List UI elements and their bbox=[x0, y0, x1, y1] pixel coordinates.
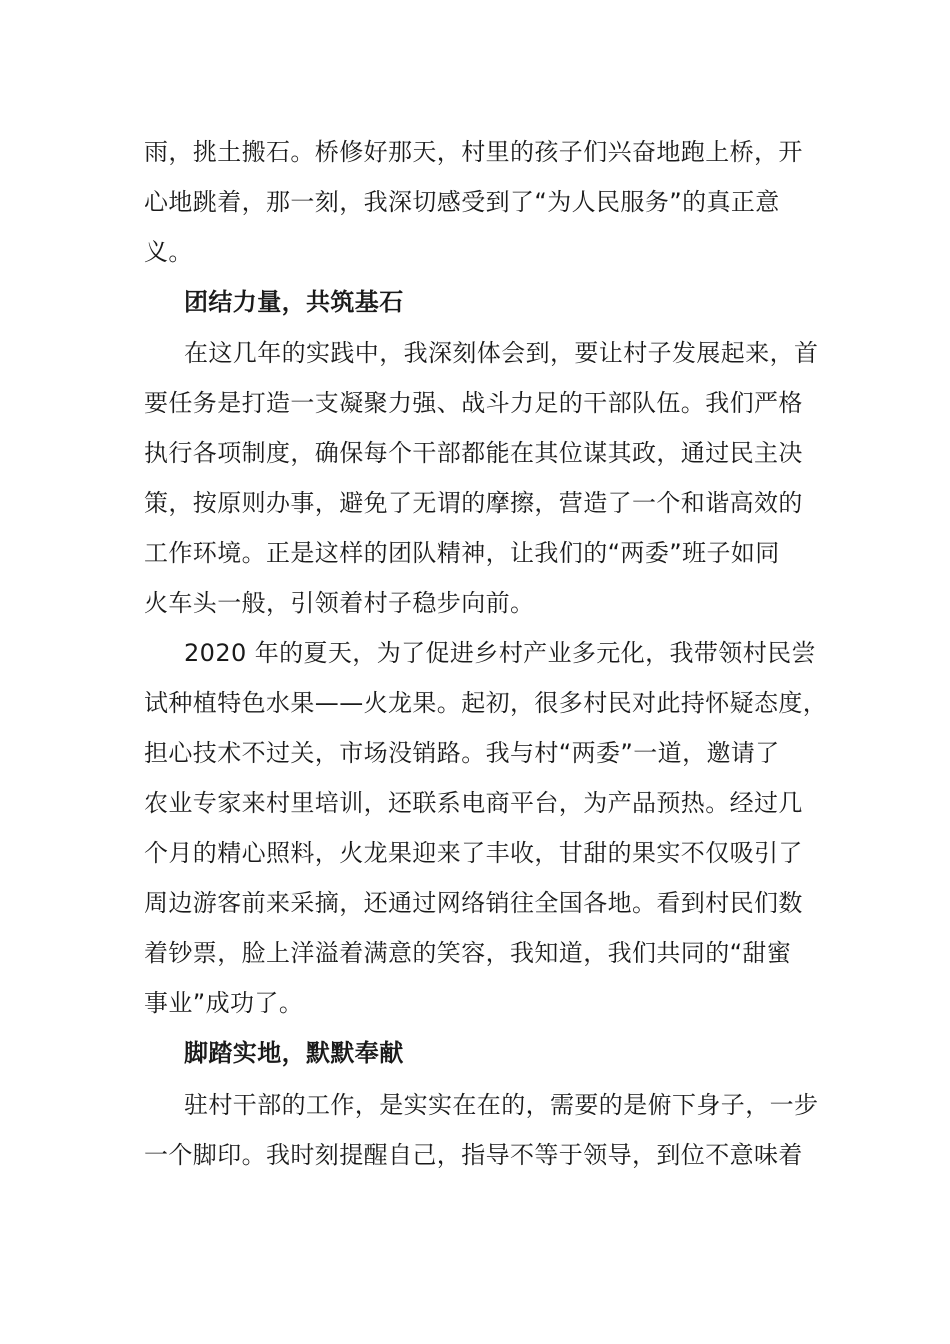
paragraph-3-line-3: 担心技术不过关，市场没销路。我与村“两委”一道，邀请了 bbox=[144, 739, 780, 767]
paragraph-2-line-3: 执行各项制度，确保每个干部都能在其位谋其政，通过民主决 bbox=[144, 439, 803, 467]
paragraph-3-line-5: 个月的精心照料，火龙果迎来了丰收，甘甜的果实不仅吸引了 bbox=[144, 839, 803, 867]
paragraph-4-line-2: 一个脚印。我时刻提醒自己，指导不等于领导，到位不意味着 bbox=[144, 1141, 803, 1169]
paragraph-3 bbox=[144, 628, 828, 1028]
paragraph-3-line-4: 农业专家来村里培训，还联系电商平台，为产品预热。经过几 bbox=[144, 789, 803, 817]
paragraph-2 bbox=[144, 328, 819, 628]
section-heading-2: 脚踏实地，默默奉献 bbox=[184, 1039, 404, 1067]
paragraph-1 bbox=[144, 127, 809, 277]
paragraph-4-line-1: 驻村干部的工作，是实实在在的，需要的是俯下身子，一步 bbox=[184, 1091, 819, 1119]
paragraph-1-line-2: 心地跳着，那一刻，我深切感受到了“为人民服务”的真正意 bbox=[144, 188, 780, 216]
paragraph-2-line-5: 工作环境。正是这样的团队精神，让我们的“两委”班子如同 bbox=[144, 539, 780, 567]
paragraph-3-line-7: 着钞票，脸上洋溢着满意的笑容，我知道，我们共同的“甜蜜 bbox=[144, 939, 792, 967]
paragraph-2-line-2: 要任务是打造一支凝聚力强、战斗力足的干部队伍。我们严格 bbox=[144, 389, 803, 417]
section-heading-2-wrapper bbox=[144, 1028, 809, 1078]
paragraph-2-line-6: 火车头一般，引领着村子稳步向前。 bbox=[144, 589, 535, 617]
paragraph-1-line-1: 雨，挑土搬石。桥修好那天，村里的孩子们兴奋地跑上桥，开 bbox=[144, 138, 803, 166]
paragraph-4 bbox=[144, 1080, 819, 1180]
paragraph-2-line-1: 在这几年的实践中，我深刻体会到，要让村子发展起来，首 bbox=[184, 339, 819, 367]
paragraph-3-line-2: 试种植特色水果——火龙果。起初，很多村民对此持怀疑态度， bbox=[144, 689, 828, 717]
paragraph-3-line-8: 事业”成功了。 bbox=[144, 989, 304, 1017]
paragraph-2-line-4: 策，按原则办事，避免了无谓的摩擦，营造了一个和谐高效的 bbox=[144, 489, 803, 517]
section-heading-1-wrapper bbox=[144, 277, 809, 327]
paragraph-1-line-3: 义。 bbox=[144, 238, 193, 266]
section-heading-1: 团结力量，共筑基石 bbox=[184, 288, 404, 316]
paragraph-3-line-6: 周边游客前来采摘，还通过网络销往全国各地。看到村民们数 bbox=[144, 889, 803, 917]
paragraph-3-line-1: 2020 年的夏天，为了促进乡村产业多元化，我带领村民尝 bbox=[184, 639, 816, 667]
